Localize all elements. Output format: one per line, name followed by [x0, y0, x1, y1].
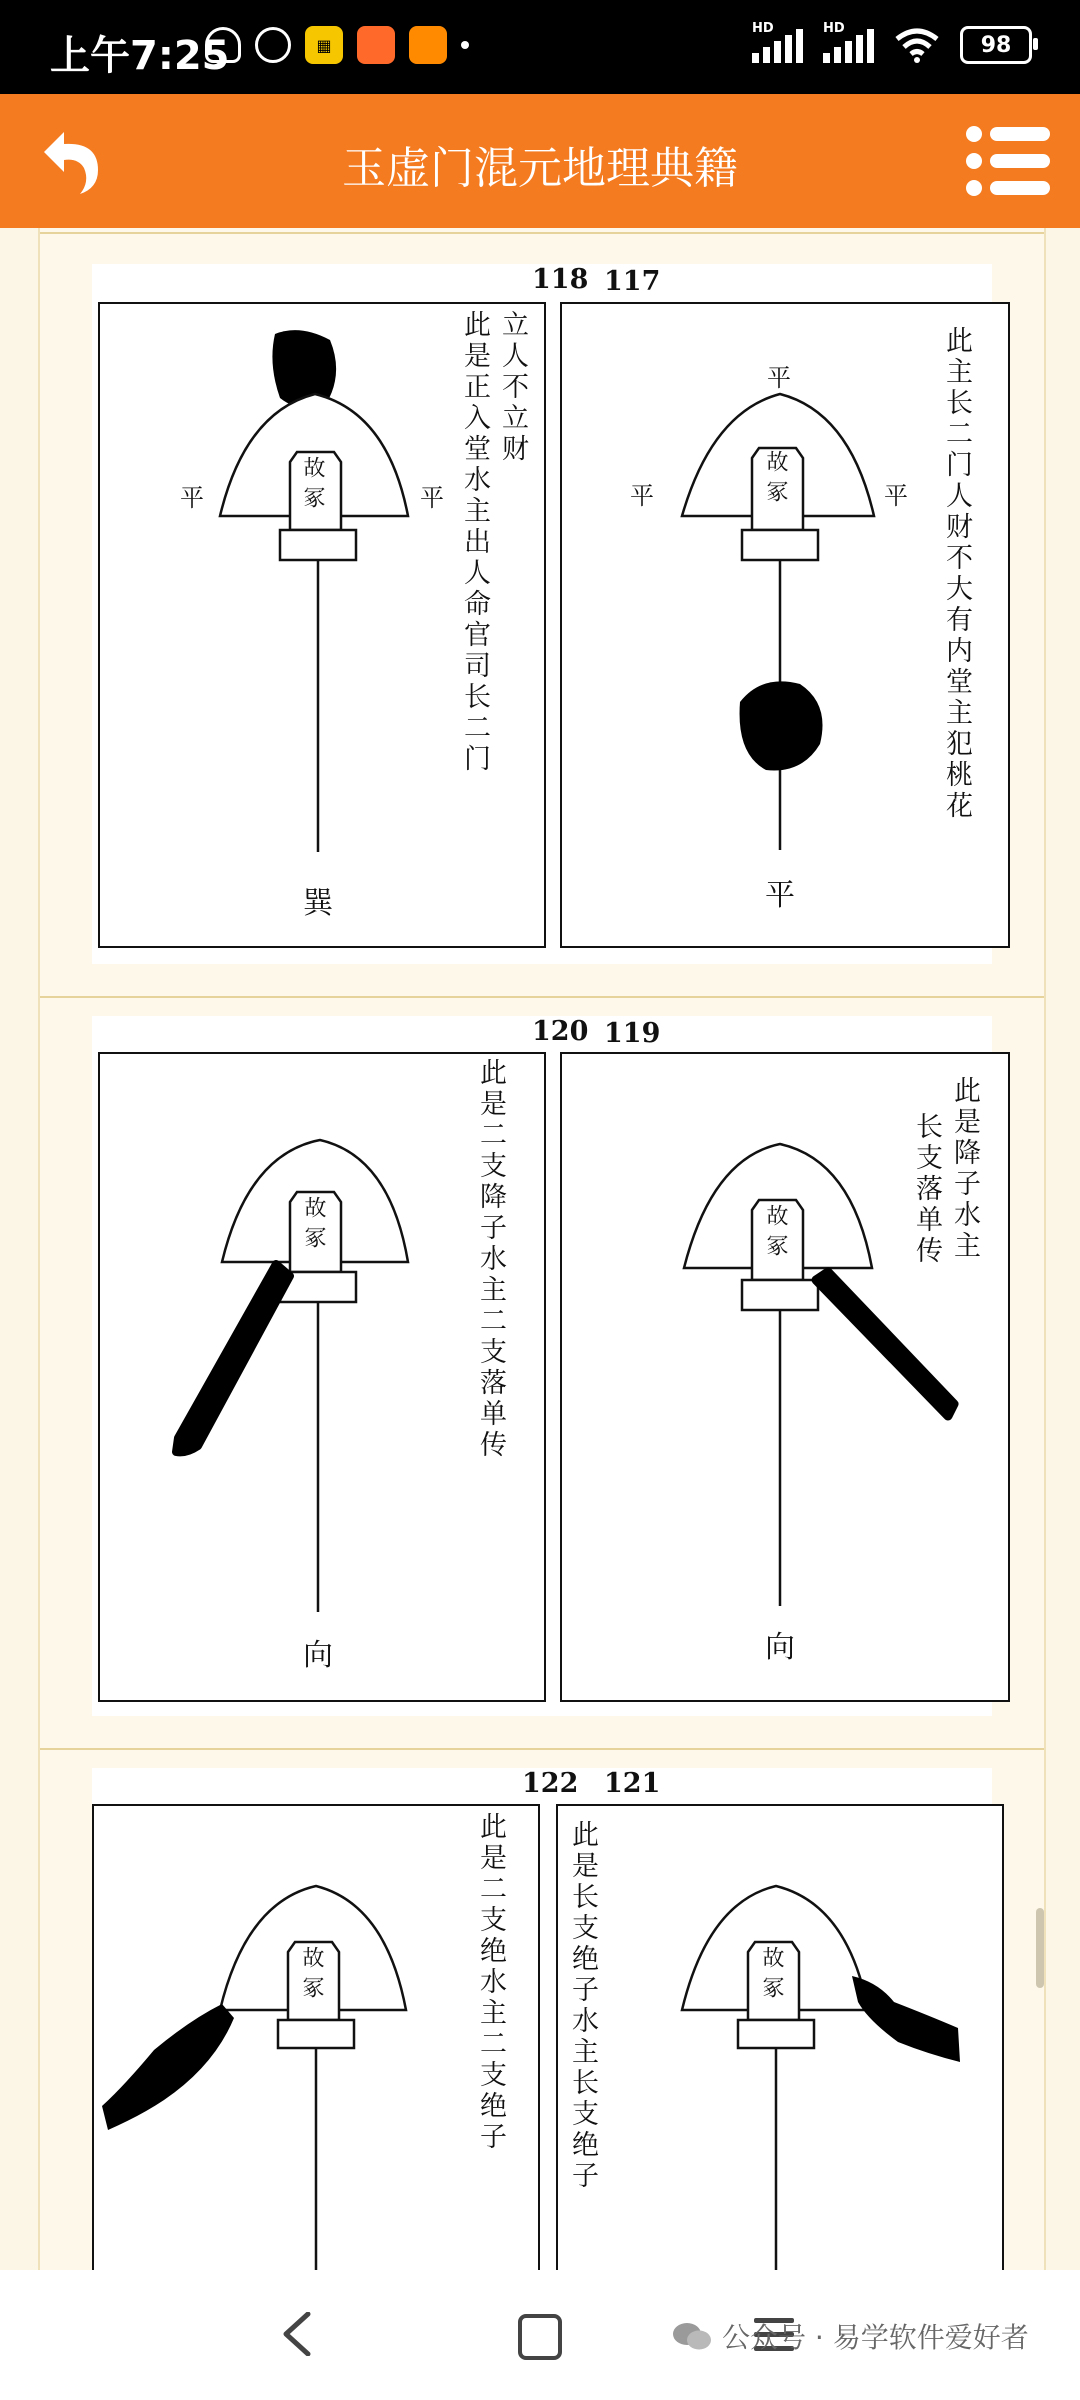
tomb-label: 故冢: [763, 1204, 788, 1264]
figure-caption: 此是二支绝水主二支绝子: [475, 1812, 506, 2153]
alarm-icon: [255, 27, 291, 63]
direction-label: 向: [765, 1630, 795, 1665]
page-divider: [40, 232, 1044, 234]
scrollbar[interactable]: [1036, 1908, 1044, 1988]
status-time: 上午7:25: [50, 33, 230, 79]
network-label: HD: [823, 21, 845, 36]
direction-label: 平: [765, 878, 795, 913]
tomb-label: 故冢: [300, 456, 325, 516]
notification-icons: [205, 26, 469, 64]
page-title: 玉虚门混元地理典籍: [342, 143, 738, 194]
system-icons: [752, 21, 1032, 64]
tomb-label: 故冢: [301, 1196, 326, 1256]
page-divider: [40, 1748, 1044, 1750]
tomb-label: 故冢: [299, 1946, 324, 2006]
figure-number: 122: [522, 1768, 579, 1799]
figure-number: 118: [532, 264, 589, 295]
figure-number: 117: [604, 266, 661, 297]
book-page: [92, 1768, 992, 2270]
side-label: 平: [630, 482, 654, 510]
system-navigation-bar: [0, 2270, 1080, 2400]
figure-122: [92, 1804, 540, 2270]
app-notification-icon: [357, 26, 395, 64]
figure-118: [98, 302, 546, 948]
page-divider: [40, 996, 1044, 998]
wifi-icon: [894, 27, 940, 63]
figure-caption: 此是长支绝子水主长支绝子: [567, 1820, 598, 2192]
battery-icon: [960, 26, 1032, 64]
figure-120: [98, 1052, 546, 1702]
watermark: [672, 2316, 1029, 2356]
book-page-viewer[interactable]: [38, 228, 1046, 2270]
list-menu-icon[interactable]: [964, 124, 1052, 198]
side-label: 平: [884, 482, 908, 510]
battery-level: 98: [980, 32, 1012, 58]
figure-caption: 此是二支降子水主二支落单传: [475, 1058, 506, 1461]
more-dot-icon: [461, 41, 469, 49]
figure-number: 119: [604, 1018, 661, 1049]
book-page: [92, 1016, 992, 1716]
direction-label: 巽: [303, 886, 333, 921]
tomb-label: 故冢: [763, 450, 788, 510]
side-label: 平: [767, 364, 791, 392]
app-bar: [0, 94, 1080, 228]
figure-number: 121: [604, 1768, 661, 1799]
app-notification-icon: [409, 26, 447, 64]
status-bar: [0, 0, 1080, 94]
figure-caption: 长支落单传: [911, 1112, 942, 1267]
figure-caption: 此是正入堂水主出人命官司长二门: [459, 310, 490, 775]
book-page: [92, 264, 992, 964]
app-notification-icon: ▦: [305, 26, 343, 64]
direction-label: 向: [303, 1638, 333, 1673]
figure-117: [560, 302, 1010, 948]
figure-119: [560, 1052, 1010, 1702]
signal-icon: [823, 21, 874, 63]
figure-121: [556, 1804, 1004, 2270]
network-label: HD: [752, 21, 774, 36]
watermark-text: 公众号 · 易学软件爱好者: [722, 2321, 1029, 2354]
figure-caption: 立人不立财: [497, 310, 528, 465]
bell-off-icon: [205, 27, 241, 63]
signal-icon: [752, 21, 803, 63]
tomb-label: 故冢: [759, 1946, 784, 2006]
figure-caption: 此是降子水主: [949, 1076, 980, 1262]
side-label: 平: [180, 484, 204, 512]
nav-home-icon[interactable]: [518, 2314, 562, 2360]
figure-number: 120: [532, 1016, 589, 1047]
side-label: 平: [420, 484, 444, 512]
figure-caption: 此主长二门人财不大有内堂主犯桃花: [941, 326, 972, 822]
nav-back-icon[interactable]: [282, 2312, 312, 2356]
wechat-icon: [672, 2321, 712, 2351]
